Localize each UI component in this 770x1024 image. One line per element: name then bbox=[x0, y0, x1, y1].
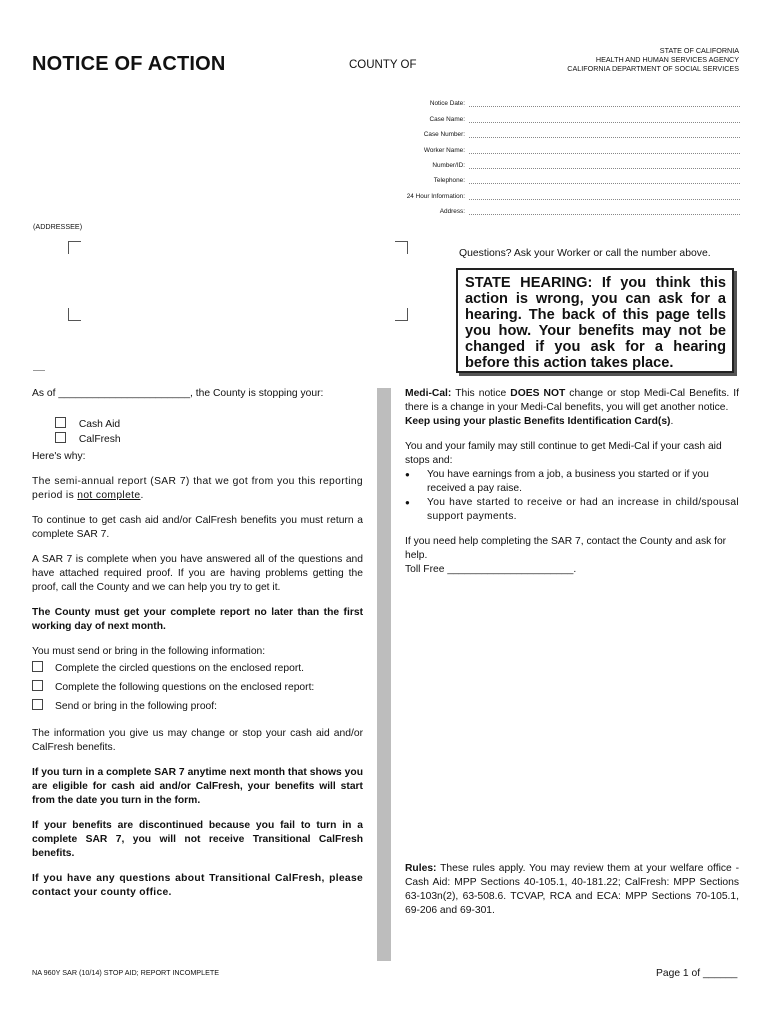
state-hearing-text: STATE HEARING: If you think this action is wrong, you can ask for a hearing. The back of this page tells you how. Your benefits may not be changed if you ask for a hearing before this action takes place. bbox=[465, 275, 726, 371]
questions-text: Questions? Ask your Worker or call the number above. bbox=[459, 248, 711, 259]
calfresh-checkbox[interactable] bbox=[55, 432, 66, 443]
window-corner-top-left bbox=[68, 241, 81, 254]
field-24hr-info bbox=[330, 184, 740, 199]
state-hearing-box bbox=[456, 268, 734, 373]
field-label: Case Number: bbox=[423, 131, 465, 139]
checklist-label: Complete the following questions on the enclosed report: bbox=[55, 682, 315, 693]
as-of-date-blank[interactable]: _______________________ bbox=[58, 388, 191, 399]
if-turn-in-paragraph: If you turn in a complete SAR 7 anytime next month that shows you are eligible for cash aid and/or CalFresh, your benefits will start from the date you turn in the form. bbox=[32, 767, 363, 806]
heres-why: Here's why: bbox=[32, 451, 86, 462]
cash-aid-checkbox[interactable] bbox=[55, 417, 66, 428]
as-of-line bbox=[32, 387, 363, 401]
sar-paragraph bbox=[32, 475, 363, 503]
fold-mark bbox=[33, 370, 45, 371]
keep-using-line bbox=[405, 415, 739, 429]
medical-text-a: This notice bbox=[451, 388, 511, 399]
if-questions-paragraph: If you have any questions about Transitional CalFresh, please contact your county office. bbox=[32, 873, 363, 898]
field-line[interactable] bbox=[469, 98, 740, 107]
rules-label: Rules: bbox=[405, 863, 437, 874]
rules-text: These rules apply. You may review them at your welfare office - Cash Aid: MPP Sections 40-105.1, 40-181.22; CalFresh: MPP Sections 63-103n(2), 63-508.6. TCVAP, RCA and ECA: MPP Sections 70-105.1, 69-206 and 69-301. bbox=[405, 863, 739, 916]
field-line[interactable] bbox=[469, 206, 740, 215]
agency-line: HEALTH AND HUMAN SERVICES AGENCY bbox=[595, 55, 739, 65]
field-case-name bbox=[330, 107, 740, 122]
field-label: Case Name: bbox=[429, 115, 465, 123]
keep-using-text: Keep using your plastic Benefits Identification Card(s) bbox=[405, 416, 671, 427]
window-corner-bottom-right bbox=[395, 308, 408, 321]
as-of-post: , the County is stopping your: bbox=[190, 388, 324, 399]
agency-line: CALIFORNIA DEPARTMENT OF SOCIAL SERVICES bbox=[567, 64, 739, 74]
medical-text-b: change or stop Medi-Cal Benefits. If there is a change in your Medi-Cal benefits, you will get another notice. bbox=[405, 388, 739, 413]
medical-label: Medi-Cal: bbox=[405, 388, 452, 399]
info-may-change-paragraph: The information you give us may change or stop your cash aid and/or CalFresh benefits. bbox=[32, 728, 363, 753]
calfresh-label: CalFresh bbox=[78, 434, 121, 445]
calfresh-option bbox=[32, 432, 363, 447]
complete-when-paragraph: A SAR 7 is complete when you have answered all of the questions and have attached required proof. If you are having problems getting the proof, call the County and we can help you try to get it. bbox=[32, 554, 363, 593]
agency-block bbox=[567, 46, 739, 74]
to-continue-paragraph: To continue to get cash aid and/or CalFresh benefits you must return a complete SAR 7. bbox=[32, 515, 363, 540]
left-column bbox=[32, 387, 363, 900]
list-item bbox=[405, 468, 739, 496]
county-label: COUNTY OF bbox=[349, 59, 417, 71]
cash-aid-option bbox=[32, 417, 363, 432]
field-label: 24 Hour Information: bbox=[406, 192, 465, 200]
agency-line: STATE OF CALIFORNIA bbox=[659, 46, 739, 55]
checklist-label: Complete the circled questions on the enclosed report. bbox=[55, 663, 304, 674]
field-line[interactable] bbox=[469, 191, 740, 200]
checklist-item bbox=[32, 699, 363, 718]
medical-does-not: DOES NOT bbox=[510, 388, 566, 399]
field-case-number bbox=[330, 123, 740, 138]
county-must-paragraph: The County must get your complete report no later than the first working day of next month. bbox=[32, 607, 363, 632]
field-label: Address: bbox=[439, 208, 465, 216]
field-line[interactable] bbox=[469, 160, 740, 169]
bullet-icon: ● bbox=[405, 470, 410, 479]
window-corner-bottom-left bbox=[68, 308, 81, 321]
checklist bbox=[32, 661, 363, 718]
if-discontinued-paragraph: If your benefits are discontinued because you fail to turn in a complete SAR 7, you will not receive Transitional CalFresh benefits. bbox=[32, 820, 363, 859]
bullet-text: You have earnings from a job, a business you started or if you received a pay raise. bbox=[427, 469, 709, 494]
keep-using-period: . bbox=[670, 416, 674, 427]
field-label: Number/ID: bbox=[432, 161, 465, 169]
field-address bbox=[330, 200, 740, 215]
rules-paragraph bbox=[405, 862, 739, 918]
field-label: Worker Name: bbox=[423, 146, 465, 154]
bullet-icon: ● bbox=[405, 498, 410, 507]
checklist-item bbox=[32, 680, 363, 699]
field-line[interactable] bbox=[469, 114, 740, 123]
addressee-label: (ADDRESSEE) bbox=[33, 222, 83, 231]
field-line[interactable] bbox=[469, 129, 740, 138]
field-telephone bbox=[330, 169, 740, 184]
bullet-text: You have started to receive or had an increase in child/spousal support payments. bbox=[427, 497, 739, 522]
form-id: NA 960Y SAR (10/14) STOP AID; REPORT INCOMPLETE bbox=[32, 968, 220, 977]
list-item bbox=[405, 496, 739, 524]
page-title: NOTICE OF ACTION bbox=[32, 53, 226, 75]
field-worker-name bbox=[330, 138, 740, 153]
toll-free-line[interactable]: Toll Free ______________________. bbox=[405, 564, 577, 575]
column-divider bbox=[377, 388, 391, 961]
as-of-pre: As of bbox=[32, 388, 59, 399]
field-label: Notice Date: bbox=[429, 100, 465, 108]
checklist-item bbox=[32, 661, 363, 680]
notice-fields bbox=[330, 92, 740, 215]
field-notice-date bbox=[330, 92, 740, 107]
checklist-checkbox[interactable] bbox=[32, 661, 43, 672]
must-send-paragraph: You must send or bring in the following information: bbox=[32, 646, 266, 657]
medical-paragraph bbox=[405, 387, 739, 415]
family-continue-paragraph: You and your family may still continue to get Medi-Cal if your cash aid stops and: bbox=[405, 441, 722, 466]
sar-underlined: not complete bbox=[77, 490, 141, 501]
need-help-paragraph: If you need help completing the SAR 7, contact the County and ask for help. bbox=[405, 536, 727, 561]
checklist-label: Send or bring in the following proof: bbox=[55, 701, 217, 712]
checklist-checkbox[interactable] bbox=[32, 680, 43, 691]
cash-aid-label: Cash Aid bbox=[78, 419, 121, 430]
field-number-id bbox=[330, 154, 740, 169]
field-line[interactable] bbox=[469, 145, 740, 154]
sar-text: The semi-annual report (SAR 7) that we got from you this reporting period is bbox=[32, 476, 363, 501]
page-number: Page 1 of ______ bbox=[656, 968, 738, 979]
window-corner-top-right bbox=[395, 241, 408, 254]
sar-period: . bbox=[140, 490, 144, 501]
field-label: Telephone: bbox=[433, 177, 465, 185]
right-column bbox=[405, 387, 739, 918]
checklist-checkbox[interactable] bbox=[32, 699, 43, 710]
field-line[interactable] bbox=[469, 175, 740, 184]
